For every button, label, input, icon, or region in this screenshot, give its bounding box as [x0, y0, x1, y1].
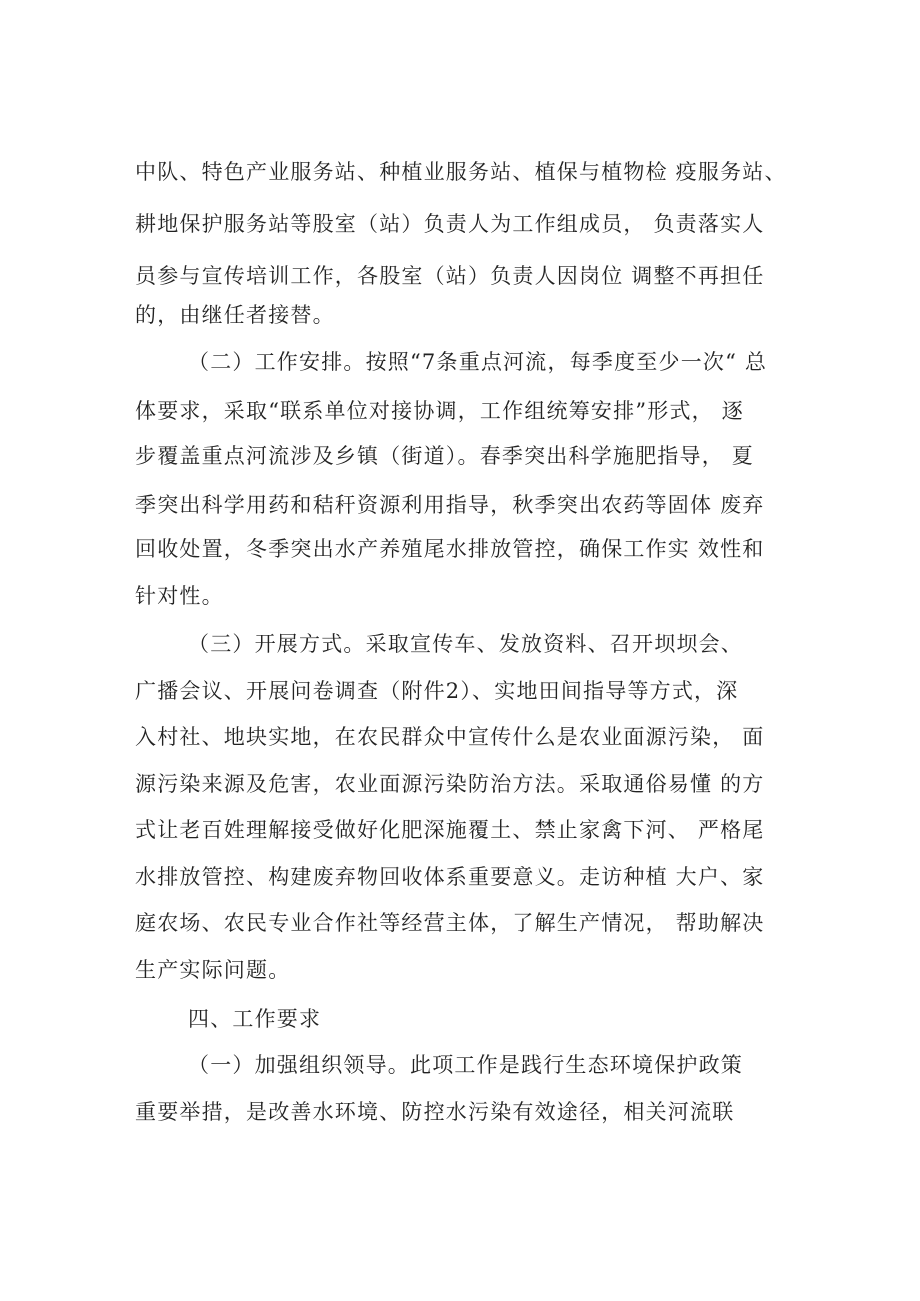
text-line: 水排放管控、构建废弃物回收体系重要意义。走访种植 大户、家	[135, 865, 765, 889]
section-heading: 四、工作要求	[188, 1007, 322, 1031]
text-line: 耕地保护服务站等股室（站）负责人为工作组成员， 负责落实人	[135, 212, 765, 236]
text-line: 源污染来源及危害，农业面源污染防治方法。采取通俗易懂 的方	[135, 772, 765, 796]
text-line: 中队、特色产业服务站、种植业服务站、植保与植物检 疫服务站、	[135, 160, 787, 184]
text-line: 回收处置，冬季突出水产养殖尾水排放管控，确保工作实 效性和	[135, 537, 765, 561]
text-line: 生产实际问题。	[135, 958, 291, 982]
text-line: （三）开展方式。采取宣传车、发放资料、召开坝坝会、	[188, 632, 743, 656]
text-line: 广播会议、开展问卷调查（附件2）、实地田间指导等方式，深	[135, 679, 739, 703]
text-line: 季突出科学用药和秸秆资源利用指导，秋季突出农药等固体 废弃	[135, 493, 765, 517]
text-line: （一）加强组织领导。此项工作是践行生态环境保护政策	[188, 1053, 743, 1077]
text-line: 步覆盖重点河流涉及乡镇（街道）。春季突出科学施肥指导， 夏	[135, 444, 754, 468]
text-line: 针对性。	[135, 584, 224, 608]
text-line: 体要求，采取“联系单位对接协调，工作组统筹安排”形式， 逐	[135, 399, 744, 423]
text-line: 员参与宣传培训工作，各股室（站）负责人因岗位 调整不再担任	[135, 264, 765, 288]
text-line: 的，由继任者接替。	[135, 303, 335, 327]
text-line: 庭农场、农民专业合作社等经营主体，了解生产情况， 帮助解决	[135, 911, 765, 935]
text-line: 入村社、地块实地，在农民群众中宣传什么是农业面源污染， 面	[135, 725, 765, 749]
text-line: 式让老百姓理解接受做好化肥深施覆土、禁止家禽下河、 严格尾	[135, 818, 765, 842]
text-line: 重要举措，是改善水环境、防控水污染有效途径，相关河流联	[135, 1100, 735, 1124]
text-line: （二）工作安排。按照“7条重点河流，每季度至少一次“ 总	[188, 350, 768, 374]
